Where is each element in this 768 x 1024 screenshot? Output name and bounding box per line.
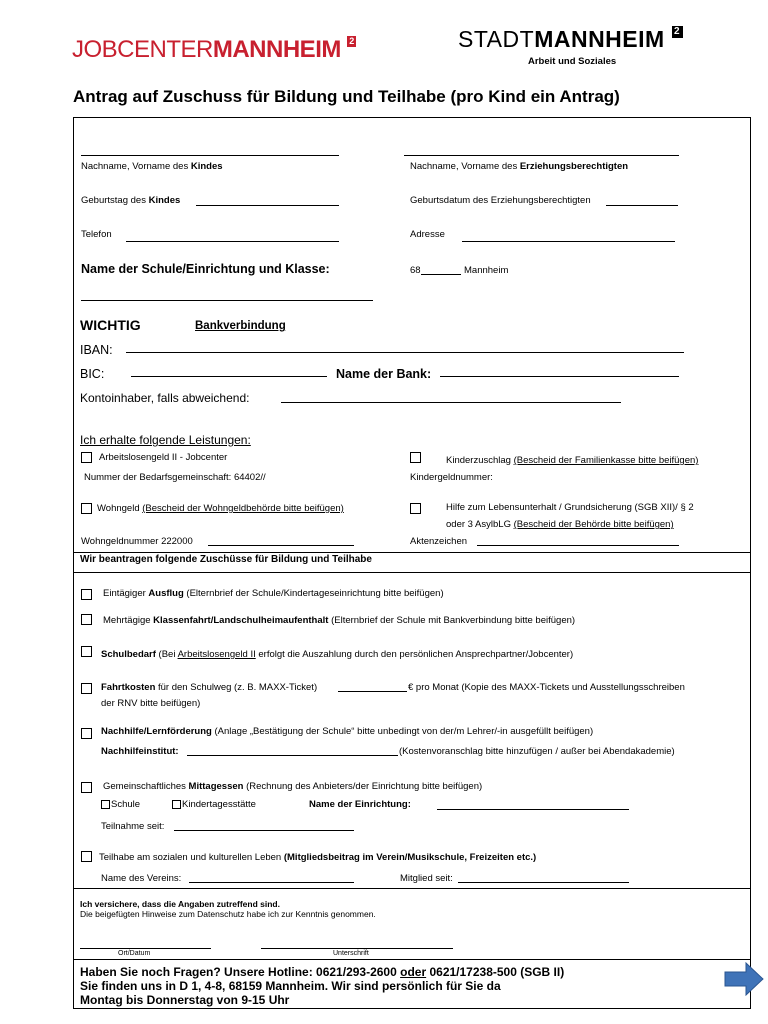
nachhilfe-institute-field[interactable] <box>187 755 398 756</box>
kindergeld-label: Kindergeldnummer: <box>410 472 493 483</box>
file-ref-label: Aktenzeichen <box>410 536 468 547</box>
ausflug-label: Eintägiger Ausflug (Elternbrief der Schule/Kindertageseinrichtung bitte beifügen) <box>103 588 444 599</box>
divider-apply <box>73 552 751 553</box>
klassenfahrt-checkbox[interactable] <box>81 614 92 625</box>
place-date-field[interactable] <box>80 948 211 949</box>
place-date-label: Ort/Datum <box>118 950 151 957</box>
teilhabe-checkbox[interactable] <box>81 851 92 862</box>
address-field[interactable] <box>462 241 675 242</box>
fahrtkosten-label: Fahrtkosten für den Schulweg (z. B. MAXX-Ticket) <box>101 682 318 693</box>
kinderzuschlag-label: Kinderzuschlag (Bescheid der Familienkasse bitte beifügen) <box>446 455 699 466</box>
bic-field[interactable] <box>131 376 327 377</box>
address-line: Sie finden uns in D 1, 4-8, 68159 Mannheim. Wir sind persönlich für Sie da <box>80 979 501 993</box>
mittagessen-label: Gemeinschaftliches Mittagessen (Rechnung des Anbieters/der Einrichtung bitte beifügen) <box>103 781 483 792</box>
stadt-mannheim-logo: STADTMANNHEIM 2 <box>458 26 683 53</box>
fahrtkosten-amount-field[interactable] <box>338 691 407 692</box>
nachhilfe-cost-label: (Kostenvoranschlag bitte hinzufügen / außer bei Abendakademie) <box>399 746 675 757</box>
postcode-field[interactable] <box>421 274 461 275</box>
divider-footer <box>73 959 751 960</box>
fahrtkosten-label-3: der RNV bitte beifügen) <box>101 698 201 709</box>
mittagessen-checkbox[interactable] <box>81 782 92 793</box>
fahrtkosten-label-2: € pro Monat (Kopie des MAXX-Tickets und Ausstellungsschreiben <box>408 682 685 693</box>
child-birthday-field[interactable] <box>196 205 339 206</box>
apply-heading: Wir beantragen folgende Zuschüsse für Bildung und Teilhabe <box>80 554 372 565</box>
phone-field[interactable] <box>126 241 339 242</box>
teilnahme-label: Teilnahme seit: <box>101 821 165 832</box>
postcode-prefix: 68 <box>410 265 421 276</box>
hilfe-checkbox[interactable] <box>410 503 421 514</box>
kinderzuschlag-checkbox[interactable] <box>410 452 421 463</box>
benefits-heading: Ich erhalte folgende Leistungen: <box>80 433 251 447</box>
jobcenter-badge: 2 <box>347 36 356 47</box>
alg2-checkbox[interactable] <box>81 452 92 463</box>
einrichtung-field[interactable] <box>437 809 629 810</box>
iban-field[interactable] <box>126 352 684 353</box>
account-holder-field[interactable] <box>281 402 621 403</box>
hilfe-label: Hilfe zum Lebensunterhalt / Grundsicherung (SGB XII)/ § 2 <box>446 502 694 513</box>
divider-declaration <box>73 888 751 889</box>
bank-name-field[interactable] <box>440 376 679 377</box>
mitglied-field[interactable] <box>458 882 629 883</box>
guardian-name-field[interactable] <box>404 155 679 156</box>
bg-number-label: Nummer der Bedarfsgemeinschaft: 64402// <box>84 472 266 483</box>
verein-label: Name des Vereins: <box>101 873 182 884</box>
teilnahme-field[interactable] <box>174 830 354 831</box>
jobcenter-logo: JOBCENTERMANNHEIM 2 <box>72 36 356 64</box>
hotline-line: Haben Sie noch Fragen? Unsere Hotline: 0621/293-2600 oder 0621/17238-500 (SGB II) <box>80 965 565 979</box>
school-field[interactable] <box>81 300 373 301</box>
iban-label: IBAN: <box>80 343 113 357</box>
phone-label: Telefon <box>81 229 112 240</box>
nachhilfe-checkbox[interactable] <box>81 728 92 739</box>
child-birthday-label: Geburtstag des Kindes <box>81 195 181 206</box>
important-label: WICHTIG <box>80 317 141 333</box>
signature-label: Unterschrift <box>333 950 369 957</box>
child-name-field[interactable] <box>81 155 339 156</box>
page-title: Antrag auf Zuschuss für Bildung und Teilhabe (pro Kind ein Antrag) <box>73 87 620 106</box>
bank-heading: Bankverbindung <box>195 320 286 332</box>
nachhilfe-label: Nachhilfe/Lernförderung (Anlage „Bestätigung der Schule“ bitte unbedingt von der/m Lehrer/-in ausgefüllt beifügen) <box>101 726 594 737</box>
city-label: Mannheim <box>464 265 509 276</box>
schule-checkbox[interactable] <box>101 800 110 809</box>
mitglied-label: Mitglied seit: <box>400 873 453 884</box>
stadt-subtitle: Arbeit und Soziales <box>528 56 617 67</box>
stadt-badge: 2 <box>672 26 683 38</box>
account-holder-label: Kontoinhaber, falls abweichend: <box>80 391 250 405</box>
wohngeld-checkbox[interactable] <box>81 503 92 514</box>
divider-apply-heading <box>73 572 751 573</box>
wohngeld-number-field[interactable] <box>208 545 354 546</box>
schule-label: Schule <box>111 799 141 810</box>
hours-line: Montag bis Donnerstag von 9-15 Uhr <box>80 993 290 1007</box>
wohngeld-number-label: Wohngeldnummer 222000 <box>81 536 193 547</box>
schulbedarf-checkbox[interactable] <box>81 646 92 657</box>
kita-checkbox[interactable] <box>172 800 181 809</box>
teilhabe-label: Teilhabe am sozialen und kulturellen Leben (Mitgliedsbeitrag im Verein/Musikschule, Freizeiten etc.) <box>99 852 537 863</box>
next-page-arrow-icon[interactable] <box>724 962 764 996</box>
guardian-name-label: Nachname, Vorname des Erziehungsberechtigten <box>410 161 629 172</box>
ausflug-checkbox[interactable] <box>81 589 92 600</box>
kita-label: Kindertagesstätte <box>182 799 256 810</box>
declaration-line-1: Ich versichere, dass die Angaben zutreffend sind. <box>80 899 280 909</box>
verein-field[interactable] <box>189 882 354 883</box>
klassenfahrt-label: Mehrtägige Klassenfahrt/Landschulheimaufenthalt (Elternbrief der Schule mit Bankverbindung bitte beifügen) <box>103 615 576 626</box>
bank-name-label: Name der Bank: <box>336 367 432 381</box>
file-ref-field[interactable] <box>477 545 679 546</box>
schulbedarf-label: Schulbedarf (Bei Arbeitslosengeld II erfolgt die Auszahlung durch den persönlichen Ansprechpartner/Jobcenter) <box>101 649 574 660</box>
fahrtkosten-checkbox[interactable] <box>81 683 92 694</box>
einrichtung-label: Name der Einrichtung: <box>309 799 411 810</box>
signature-field[interactable] <box>261 948 453 949</box>
child-name-label: Nachname, Vorname des Kindes <box>81 161 223 172</box>
wohngeld-label: Wohngeld (Bescheid der Wohngeldbehörde bitte beifügen) <box>97 503 344 514</box>
guardian-birthdate-field[interactable] <box>606 205 678 206</box>
address-label: Adresse <box>410 229 445 240</box>
declaration-line-2: Die beigefügten Hinweise zum Datenschutz habe ich zur Kenntnis genommen. <box>80 909 376 919</box>
alg2-label: Arbeitslosengeld II - Jobcenter <box>99 452 228 463</box>
school-label: Name der Schule/Einrichtung und Klasse: <box>81 262 330 276</box>
guardian-birthdate-label: Geburtsdatum des Erziehungsberechtigten <box>410 195 591 206</box>
hilfe-label-2: oder 3 AsylbLG (Bescheid der Behörde bitte beifügen) <box>446 519 674 530</box>
bic-label: BIC: <box>80 367 105 381</box>
nachhilfe-institute-label: Nachhilfeinstitut: <box>101 746 179 757</box>
